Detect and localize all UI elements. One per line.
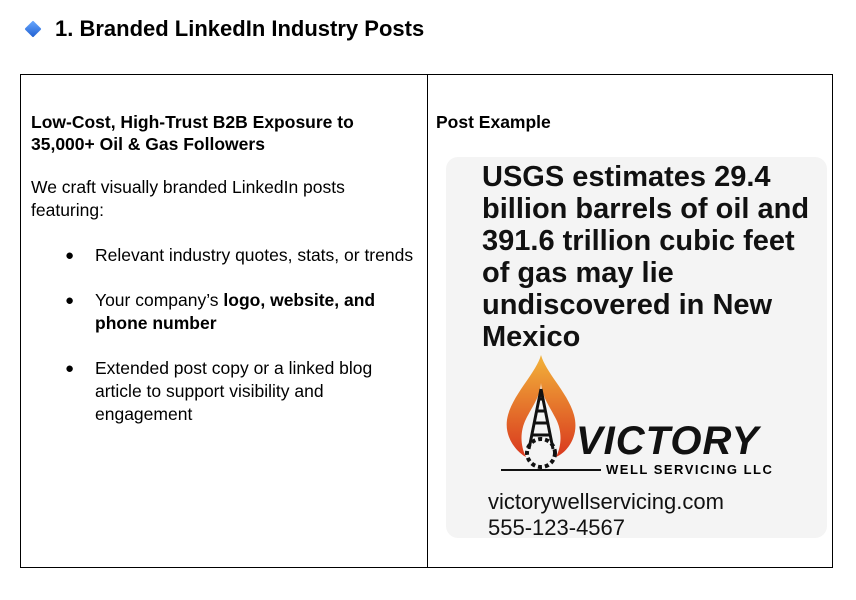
list-item-text: Extended post copy or a linked blog article to support visibility and engagement: [95, 358, 373, 424]
list-item-bold: logo, website, and phone number: [95, 290, 376, 333]
list-item: [31, 289, 417, 335]
left-cell: [21, 75, 428, 567]
brand-divider: [501, 469, 601, 471]
post-contact: [488, 489, 724, 541]
bullet-icon: ●: [65, 360, 75, 377]
post-phone: 555-123-4567: [488, 515, 626, 540]
content-table: [20, 74, 833, 568]
brand-name: VICTORY: [576, 419, 760, 463]
brand-subtitle: WELL SERVICING LLC: [606, 462, 774, 477]
left-subheading: Low-Cost, High-Trust B2B Exposure to 35,000+ Oil & Gas Followers: [31, 112, 354, 154]
right-cell: [428, 75, 832, 567]
post-example-label: Post Example: [436, 112, 551, 132]
post-example-card: [446, 157, 827, 538]
blue-diamond-icon: [25, 21, 42, 38]
list-item: [31, 357, 417, 426]
feature-list: [31, 244, 417, 426]
bullet-icon: ●: [65, 247, 75, 264]
post-website: victorywellservicing.com: [488, 489, 724, 514]
post-headline: USGS estimates 29.4 billion barrels of oil and 391.6 trillion cubic feet of gas may lie undiscovered in New Mexico: [482, 161, 810, 353]
left-intro: We craft visually branded LinkedIn posts featuring:: [31, 177, 345, 220]
list-item-text: Relevant industry quotes, stats, or trends: [95, 245, 414, 265]
list-item-prefix: Your company’s: [95, 290, 224, 310]
list-item: [31, 244, 417, 267]
bullet-icon: ●: [65, 292, 75, 309]
section-title: 1. Branded LinkedIn Industry Posts: [55, 16, 425, 41]
oil-derrick-flame-gear-icon: [496, 353, 586, 473]
section-heading: [24, 14, 424, 44]
